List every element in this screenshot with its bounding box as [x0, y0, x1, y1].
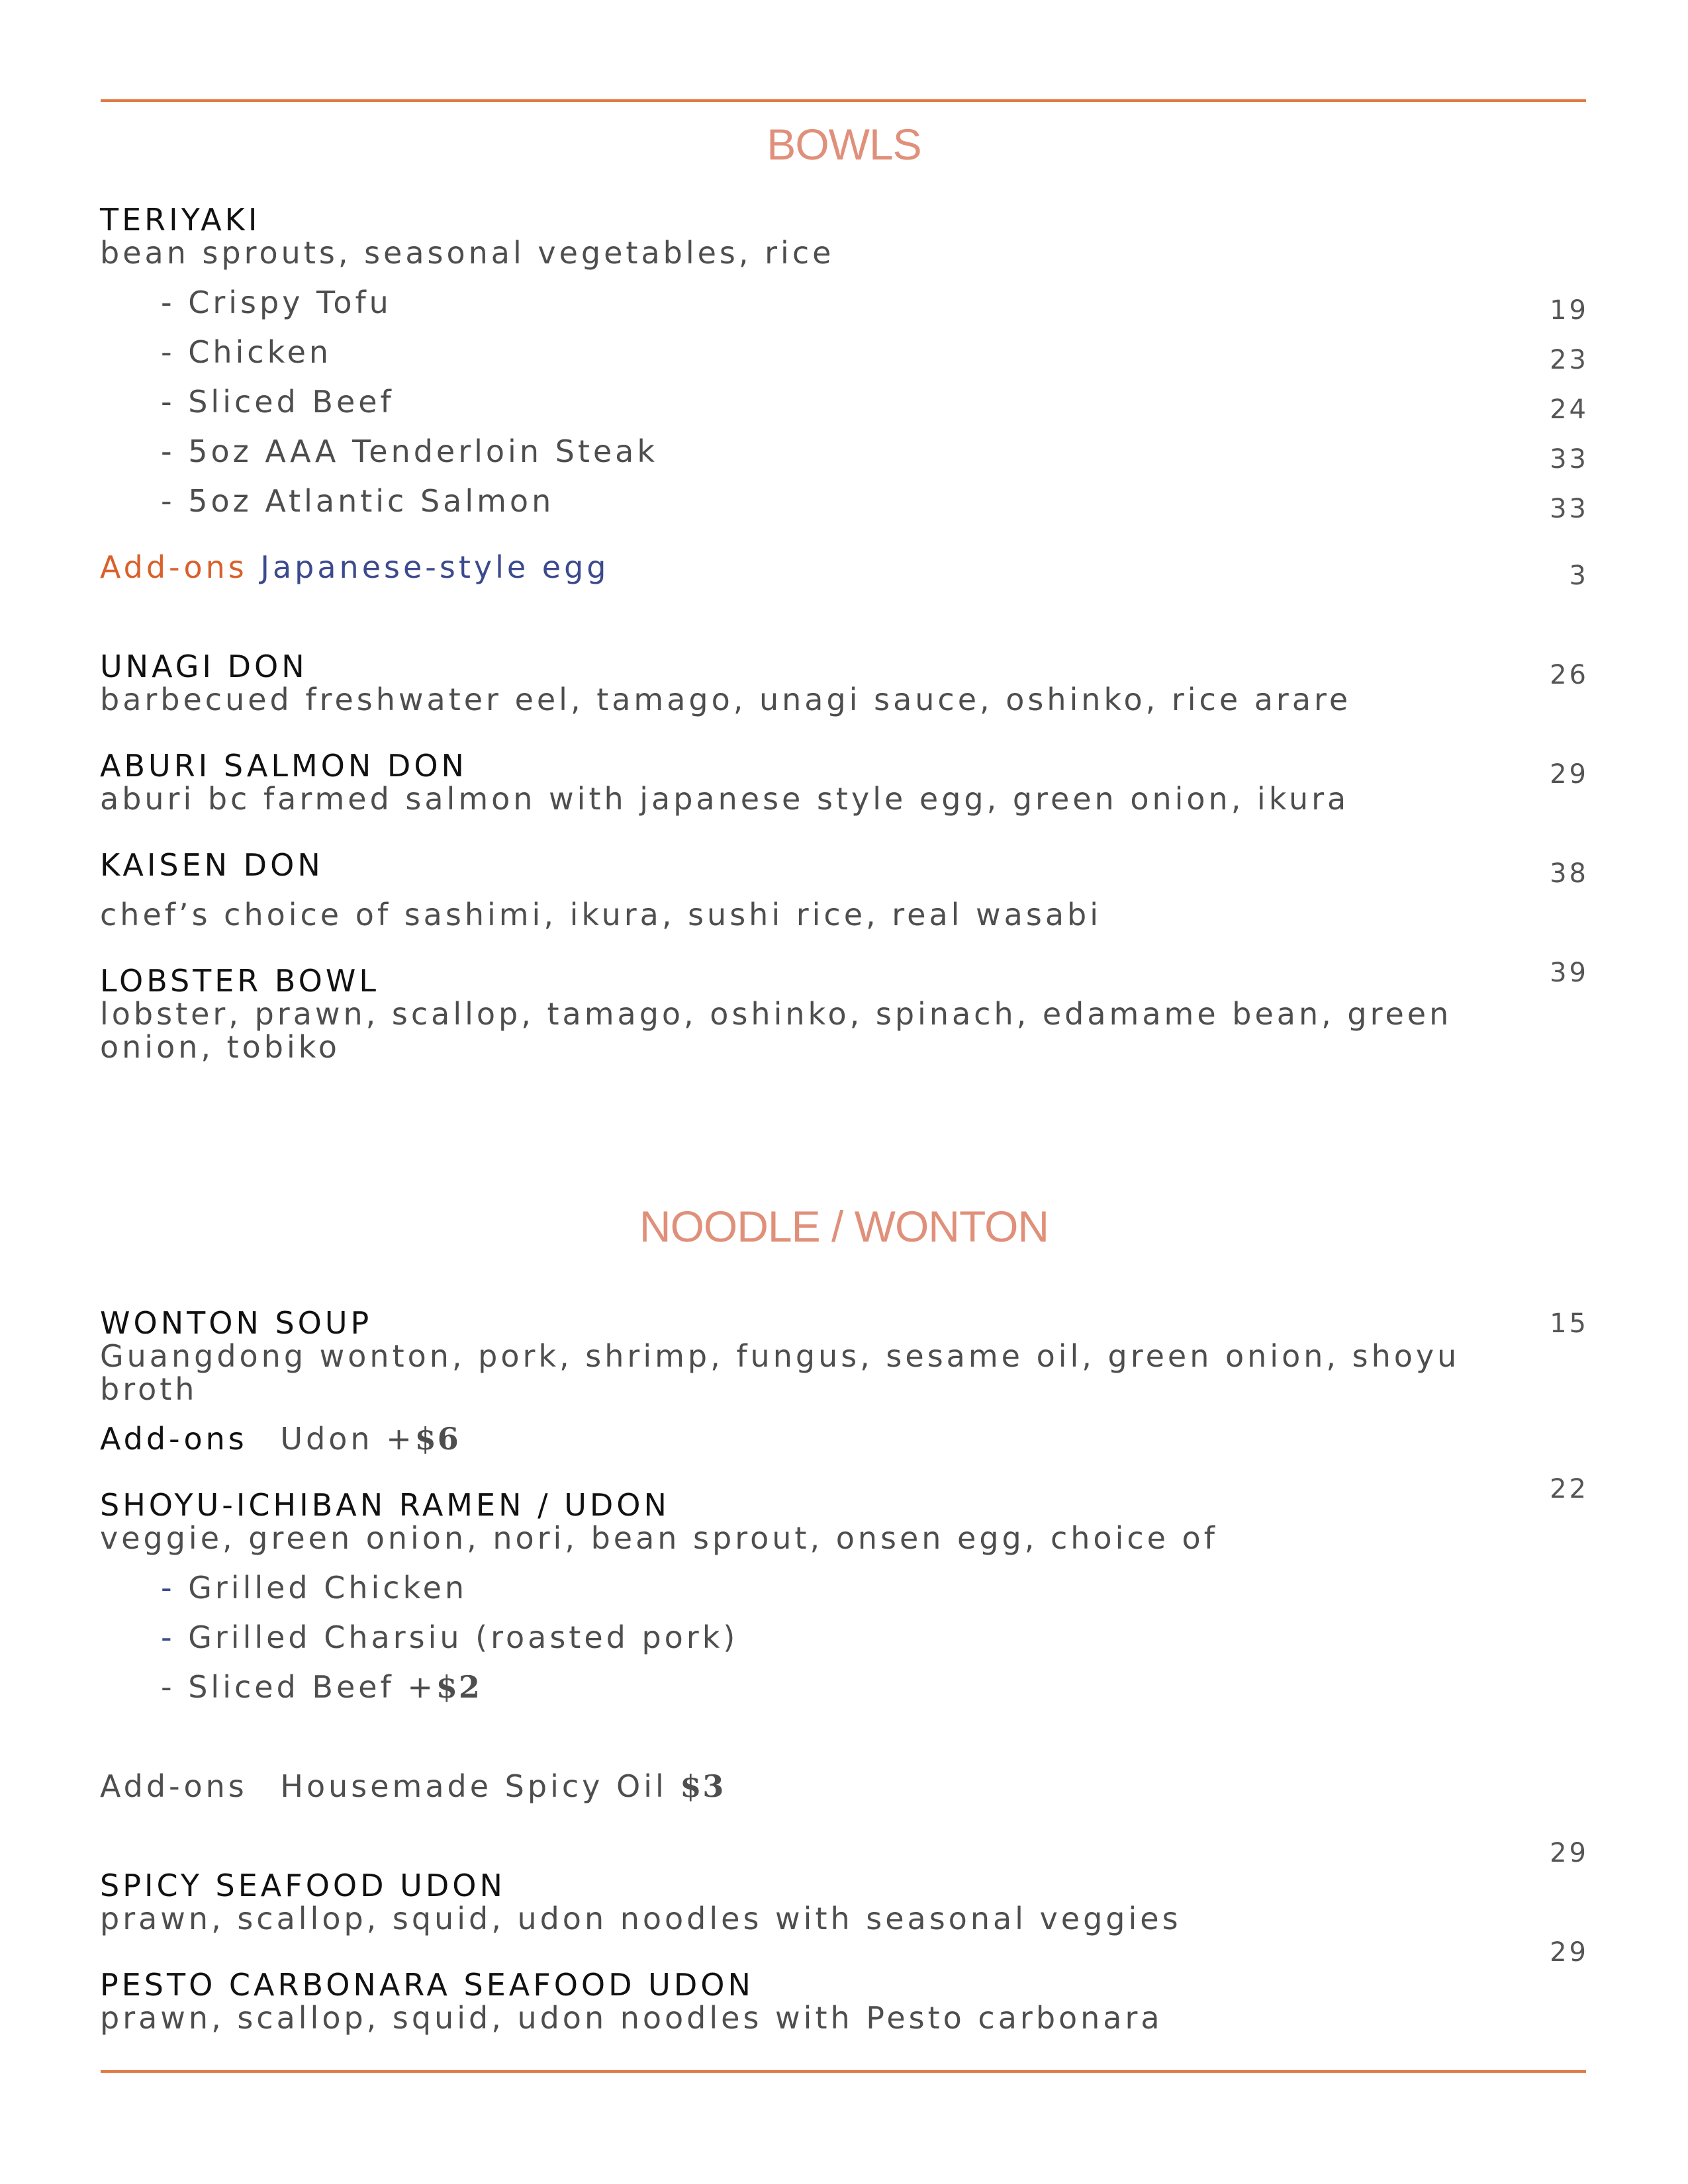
bowls-heading: BOWLS: [767, 120, 921, 169]
wonton-addons: [100, 1421, 460, 1457]
spicy-seafood-udon-desc: prawn, scallop, squid, udon noodles with seasonal veggies: [100, 1901, 1182, 1936]
shoyu-ichiban-desc: veggie, green onion, nori, bean sprout, onsen egg, choice of: [100, 1520, 1218, 1556]
option-amount: $2: [436, 1669, 481, 1705]
lobster-bowl-desc-line1: lobster, prawn, scallop, tamago, oshinko, spinach, edamame bean, green: [100, 996, 1452, 1032]
teriyaki-option-salmon: - 5oz Atlantic Salmon: [161, 483, 555, 519]
price-egg-addon: 3: [1569, 561, 1589, 591]
aburi-salmon-don-desc: aburi bc farmed salmon with japanese style egg, green onion, ikura: [100, 781, 1350, 817]
price-lobster-bowl: 39: [1550, 958, 1589, 988]
aburi-salmon-don-name: ABURI SALMON DON: [100, 748, 467, 784]
price-pesto-carbonara: 29: [1550, 1937, 1589, 1968]
addons-label: Add-ons: [100, 549, 248, 585]
wonton-soup-name: WONTON SOUP: [100, 1305, 373, 1341]
price-chicken: 23: [1550, 345, 1589, 375]
teriyaki-addons: [100, 549, 610, 585]
shoyu-addons: [100, 1768, 726, 1804]
teriyaki-desc: bean sprouts, seasonal vegetables, rice: [100, 235, 835, 271]
price-wonton-soup: 15: [1550, 1308, 1589, 1339]
teriyaki-option-sliced-beef: - Sliced Beef: [161, 384, 395, 420]
option-label: - Sliced Beef +: [161, 1669, 436, 1705]
wonton-soup-desc-line2: broth: [100, 1371, 198, 1407]
wonton-soup-desc-line1: Guangdong wonton, pork, shrimp, fungus, sesame oil, green onion, shoyu: [100, 1338, 1460, 1374]
price-salmon: 33: [1550, 494, 1589, 524]
lobster-bowl-desc-line2: onion, tobiko: [100, 1029, 340, 1065]
pesto-carbonara-name: PESTO CARBONARA SEAFOOD UDON: [100, 1967, 754, 2003]
shoyu-option-grilled-chicken: [161, 1570, 468, 1606]
price-spicy-seafood-udon: 29: [1550, 1838, 1589, 1868]
pesto-carbonara-desc: prawn, scallop, squid, udon noodles with Pesto carbonara: [100, 2000, 1163, 2036]
teriyaki-name: TERIYAKI: [100, 202, 261, 238]
kaisen-don-desc: chef’s choice of sashimi, ikura, sushi rice, real wasabi: [100, 897, 1102, 933]
price-aburi-salmon-don: 29: [1550, 759, 1589, 790]
teriyaki-option-tenderloin: - 5oz AAA Tenderloin Steak: [161, 433, 658, 469]
noodle-wonton-heading: NOODLE / WONTON: [639, 1202, 1049, 1251]
addons-item: Udon +: [280, 1421, 415, 1457]
bottom-divider: [101, 2070, 1586, 2073]
spicy-seafood-udon-name: SPICY SEAFOOD UDON: [100, 1868, 506, 1903]
price-shoyu-ichiban: 22: [1550, 1474, 1589, 1504]
price-kaisen-don: 38: [1550, 858, 1589, 889]
teriyaki-option-crispy-tofu: - Crispy Tofu: [161, 285, 392, 320]
option-label: Grilled Chicken: [188, 1570, 468, 1606]
kaisen-don-name: KAISEN DON: [100, 847, 324, 883]
teriyaki-option-chicken: - Chicken: [161, 334, 332, 370]
option-dash: -: [161, 1570, 175, 1606]
addons-amount: $3: [680, 1768, 726, 1804]
addons-label: Add-ons: [100, 1421, 248, 1457]
price-unagi-don: 26: [1550, 660, 1589, 690]
addons-label: Add-ons: [100, 1768, 248, 1804]
shoyu-ichiban-name: SHOYU-ICHIBAN RAMEN / UDON: [100, 1487, 670, 1523]
addons-item: Japanese-style egg: [260, 549, 610, 585]
unagi-don-name: UNAGI DON: [100, 649, 308, 684]
option-label: Grilled Charsiu (roasted pork): [188, 1619, 739, 1655]
shoyu-option-sliced-beef: [161, 1669, 481, 1705]
price-tenderloin: 33: [1550, 444, 1589, 475]
lobster-bowl-name: LOBSTER BOWL: [100, 963, 379, 999]
shoyu-option-grilled-charsiu: [161, 1619, 739, 1655]
price-crispy-tofu: 19: [1550, 295, 1589, 326]
price-sliced-beef: 24: [1550, 394, 1589, 425]
addons-amount: $6: [414, 1421, 460, 1457]
top-divider: [101, 99, 1586, 102]
addons-item: Housemade Spicy Oil: [280, 1768, 667, 1804]
unagi-don-desc: barbecued freshwater eel, tamago, unagi sauce, oshinko, rice arare: [100, 682, 1352, 717]
option-dash: -: [161, 1619, 175, 1655]
